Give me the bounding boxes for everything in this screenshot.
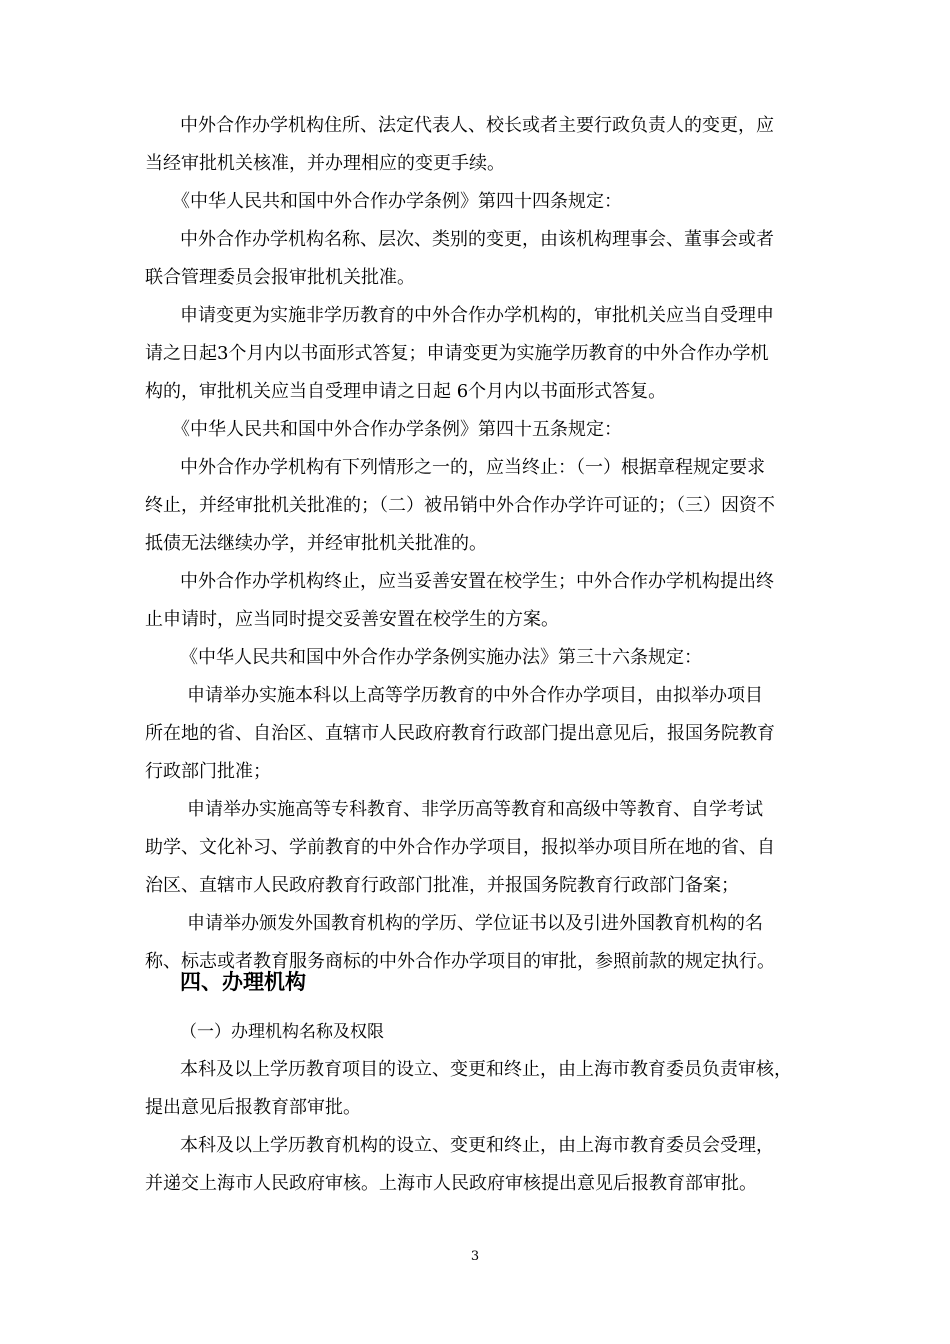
paragraph-line: 助学、文化补习、学前教育的中外合作办学项目，报拟举办项目所在地的省、自: [145, 837, 775, 858]
paragraph-line: 申请举办实施高等专科教育、非学历高等教育和高级中等教育、自学考试: [187, 799, 763, 820]
regulation-citation: 《中华人民共和国中外合作办学条例》第四十四条规定：: [172, 191, 622, 212]
paragraph-line: 申请变更为实施非学历教育的中外合作办学机构的，审批机关应当自受理申: [180, 305, 774, 326]
regulation-citation: 《中华人民共和国中外合作办学条例》第四十五条规定：: [172, 419, 622, 440]
paragraph-line: 抵债无法继续办学，并经审批机关批准的。: [145, 533, 487, 554]
paragraph-line: 联合管理委员会报审批机关批准。: [145, 267, 415, 288]
sub-heading: （一）办理机构名称及权限: [180, 1022, 384, 1042]
page-number: 3: [470, 1249, 480, 1264]
paragraph-line: 当经审批机关核准，并办理相应的变更手续。: [145, 153, 505, 174]
paragraph-line: 称、标志或者教育服务商标的中外合作办学项目的审批，参照前款的规定执行。: [145, 951, 775, 972]
paragraph-line: 中外合作办学机构住所、法定代表人、校长或者主要行政负责人的变更，应: [180, 115, 774, 136]
section-heading: 四、办理机构: [180, 970, 306, 994]
paragraph-line: 中外合作办学机构终止，应当妥善安置在校学生；中外合作办学机构提出终: [180, 571, 774, 592]
paragraph-line: 提出意见后报教育部审批。: [145, 1097, 361, 1118]
paragraph-line: 申请举办实施本科以上高等学历教育的中外合作办学项目，由拟举办项目: [187, 685, 763, 706]
paragraph-line: 中外合作办学机构名称、层次、类别的变更，由该机构理事会、董事会或者: [180, 229, 774, 250]
paragraph-line: 并递交上海市人民政府审核。上海市人民政府审核提出意见后报教育部审批。: [145, 1173, 757, 1194]
paragraph-line: 申请举办颁发外国教育机构的学历、学位证书以及引进外国教育机构的名: [187, 913, 763, 934]
paragraph-line: 所在地的省、自治区、直辖市人民政府教育行政部门提出意见后，报国务院教育: [145, 723, 775, 744]
paragraph-line: 止申请时，应当同时提交妥善安置在校学生的方案。: [145, 609, 559, 630]
paragraph-line: 本科及以上学历教育项目的设立、变更和终止，由上海市教育委员负责审核，: [180, 1059, 792, 1080]
paragraph-line: 行政部门批准；: [145, 761, 271, 782]
paragraph-line: 治区、直辖市人民政府教育行政部门批准，并报国务院教育行政部门备案；: [145, 875, 739, 896]
paragraph-line: 请之日起3个月内以书面形式答复；申请变更为实施学历教育的中外合作办学机: [145, 343, 769, 364]
paragraph-line: 终止，并经审批机关批准的；（二）被吊销中外合作办学许可证的；（三）因资不: [145, 495, 775, 516]
paragraph-line: 本科及以上学历教育机构的设立、变更和终止，由上海市教育委员会受理，: [180, 1135, 774, 1156]
paragraph-line: 中外合作办学机构有下列情形之一的，应当终止：（一）根据章程规定要求: [180, 457, 765, 478]
regulation-citation: 《中华人民共和国中外合作办学条例实施办法》第三十六条规定：: [180, 647, 702, 668]
paragraph-line: 构的，审批机关应当自受理申请之日起 6个月内以书面形式答复。: [145, 381, 667, 402]
